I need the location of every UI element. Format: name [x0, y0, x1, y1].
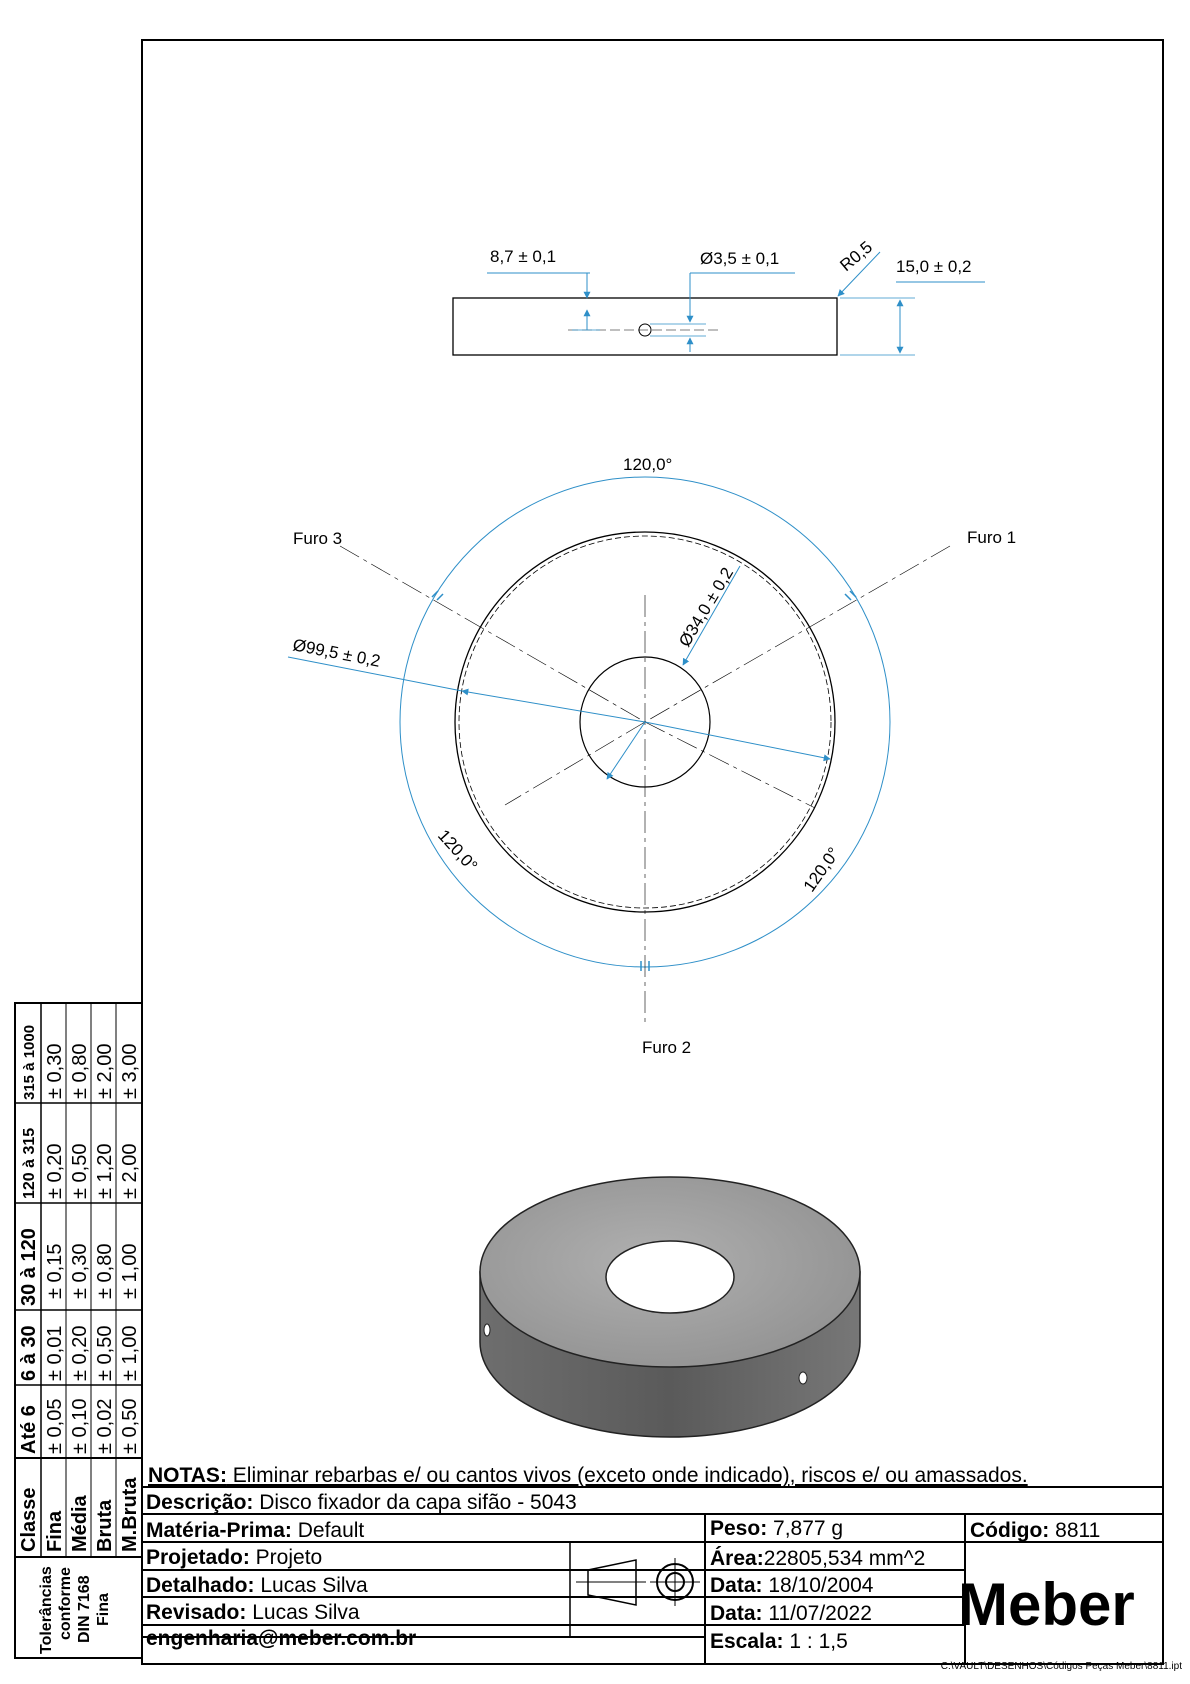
- projection-symbol-icon: [576, 1558, 700, 1606]
- codigo-line: Código: 8811: [970, 1519, 1101, 1542]
- tol-value: ± 0,20: [69, 1325, 91, 1381]
- radius-dimension: R0,5: [836, 237, 877, 276]
- revisado-line: Revisado: Lucas Silva: [146, 1601, 360, 1624]
- tol-value: ± 0,50: [94, 1325, 116, 1381]
- range-label-0: Até 6: [18, 1405, 40, 1454]
- file-path: C:\VAULT\DESENHOS\Códigos Peças Meber\8811.ipt: [940, 1661, 1182, 1672]
- hole-2-label: Furo 2: [642, 1038, 692, 1057]
- escala-line: Escala: 1 : 1,5: [710, 1630, 848, 1653]
- class-header: Classe: [18, 1487, 40, 1552]
- peso-line: Peso: 7,877 g: [710, 1517, 844, 1540]
- range-label-1: 6 à 30: [18, 1325, 40, 1381]
- tol-value: ± 0,01: [44, 1325, 66, 1381]
- tol-value: ± 0,05: [44, 1398, 66, 1454]
- hole-1-label: Furo 1: [967, 528, 1017, 547]
- tol-value: ± 0,20: [44, 1143, 66, 1199]
- tol-value: ± 0,10: [69, 1398, 91, 1454]
- tolerance-side-label: Tolerâncias: [38, 1566, 55, 1654]
- area-line: Área:22805,534 mm^2: [710, 1547, 926, 1570]
- inner-diameter-dimension: Ø34,0 ± 0,2: [675, 564, 738, 651]
- class-fina: Fina: [44, 1510, 66, 1552]
- angle-right-label: 120,0°: [799, 843, 844, 896]
- offset-dimension: 8,7 ± 0,1: [490, 247, 557, 266]
- tolerance-side-label: Fina: [95, 1593, 112, 1626]
- class-media: Média: [69, 1495, 91, 1552]
- materia-line: Matéria-Prima: Default: [146, 1519, 365, 1542]
- tol-value: ± 0,80: [69, 1043, 91, 1099]
- range-label-2: 30 à 120: [18, 1228, 40, 1306]
- tol-value: ± 0,30: [69, 1243, 91, 1299]
- class-mbruta: M.Bruta: [119, 1477, 141, 1552]
- descricao-line: Descrição: Disco fixador da capa sifão - 5043: [146, 1491, 577, 1514]
- tol-value: ± 1,00: [119, 1243, 141, 1299]
- projetado-line: Projetado: Projeto: [146, 1546, 323, 1569]
- detalhado-line: Detalhado: Lucas Silva: [146, 1574, 368, 1597]
- tol-value: ± 0,15: [44, 1243, 66, 1299]
- brand-logo: Meber: [958, 1571, 1135, 1638]
- tol-value: ± 2,00: [119, 1143, 141, 1199]
- tol-value: ± 0,02: [94, 1398, 116, 1454]
- tol-value: ± 1,00: [119, 1325, 141, 1381]
- data2-line: Data: 11/07/2022: [710, 1602, 872, 1625]
- hole-diameter-dimension: Ø3,5 ± 0,1: [700, 249, 780, 268]
- range-label-3: 120 à 315: [21, 1127, 38, 1199]
- angle-top-label: 120,0°: [623, 455, 673, 474]
- angle-left-label: 120,0°: [434, 825, 482, 876]
- top-view: [288, 455, 1016, 1057]
- hole-3-label: Furo 3: [293, 529, 343, 548]
- thickness-dimension: 15,0 ± 0,2: [896, 257, 972, 276]
- tol-value: ± 0,50: [69, 1143, 91, 1199]
- notes-line: NOTAS: Eliminar rebarbas e/ ou cantos vivos (exceto onde indicado), riscos e/ ou amassados.: [148, 1464, 1028, 1487]
- tol-value: ± 3,00: [119, 1043, 141, 1099]
- tol-value: ± 1,20: [94, 1143, 116, 1199]
- data1-line: Data: 18/10/2004: [710, 1574, 874, 1597]
- class-bruta: Bruta: [94, 1499, 116, 1552]
- side-view: [453, 237, 985, 355]
- tol-value: ± 0,30: [44, 1043, 66, 1099]
- outer-diameter-dimension: Ø99,5 ± 0,2: [291, 635, 382, 671]
- tolerance-side-label: DIN 7168: [76, 1575, 93, 1643]
- email-line[interactable]: engenharia@meber.com.br: [146, 1627, 417, 1650]
- tol-value: ± 0,50: [119, 1398, 141, 1454]
- tolerance-side-label: conforme: [57, 1567, 74, 1640]
- title-block: [142, 1464, 1163, 1664]
- isometric-view: [480, 1177, 860, 1437]
- tol-value: ± 0,80: [94, 1243, 116, 1299]
- tol-value: ± 2,00: [94, 1043, 116, 1099]
- tolerance-table: [15, 1003, 142, 1658]
- range-label-4: 315 à 1000: [21, 1024, 38, 1100]
